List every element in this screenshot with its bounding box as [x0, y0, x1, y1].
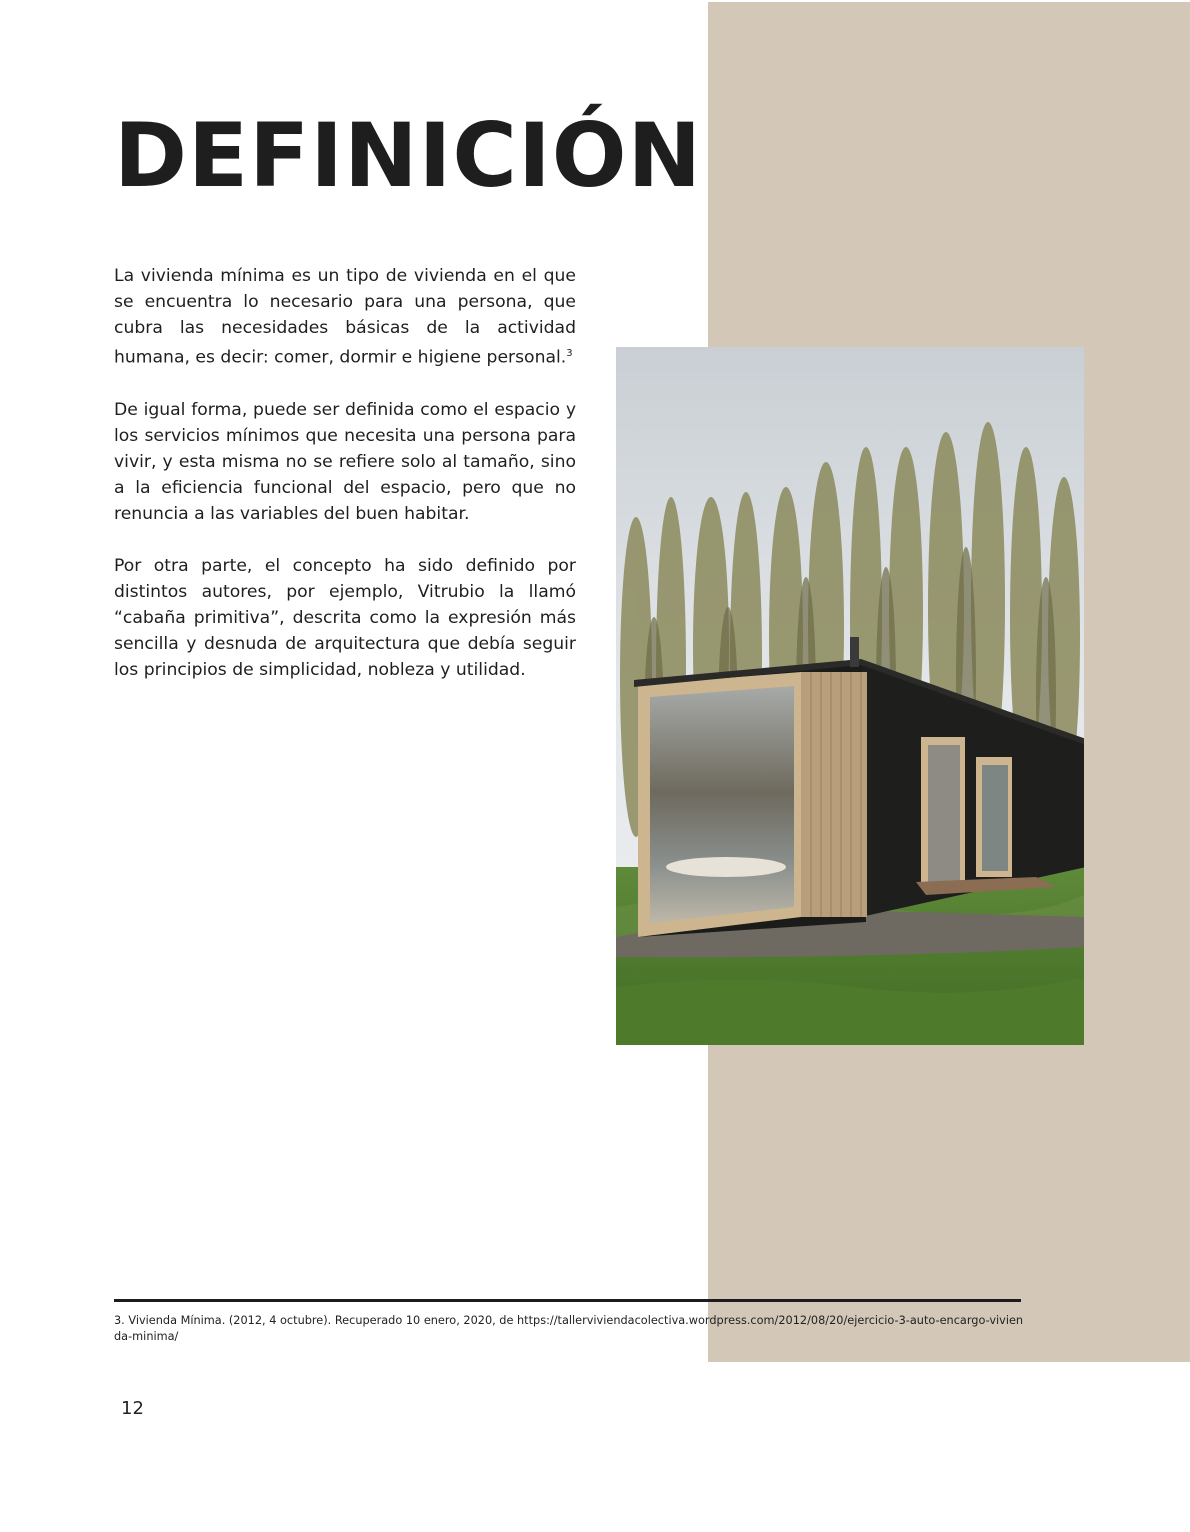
footnote-divider [114, 1299, 1021, 1302]
paragraph-2: De igual forma, puede ser definida como el espacio y los servicios mínimos que necesita una persona para vivir, y esta misma no se refiere solo al tamaño, sino a la eficiencia funcional del espacio, pero que no renuncia a las variables del buen habitar. [114, 399, 576, 524]
paragraph-3: Por otra parte, el concepto ha sido definido por distintos autores, por ejemplo, Vitrubio la llamó “cabaña primitiva”, descrita como la expresión más sencilla y desnuda de arquitectura que debía seguir los principios de simplicidad, nobleza y utilidad. [114, 555, 576, 680]
footnote-reference: 3 [566, 348, 573, 359]
body-text [114, 263, 576, 709]
page-number: 12 [121, 1398, 144, 1419]
cabin-photo [616, 347, 1084, 1045]
page-title: DEFINICIÓN [114, 104, 703, 207]
footnote: 3. Vivienda Mínima. (2012, 4 octubre). Recuperado 10 enero, 2020, de https://tallerviviendacolectiva.wordpress.com/2012/08/20/ejercicio-3-auto-encargo-vivienda-minima/ [114, 1314, 1024, 1343]
paragraph-1: La vivienda mínima es un tipo de vivienda en el que se encuentra lo necesario para una persona, que cubra las necesidades básicas de la actividad humana, es decir: comer, dormir e higiene personal.$^3$ [114, 266, 576, 368]
